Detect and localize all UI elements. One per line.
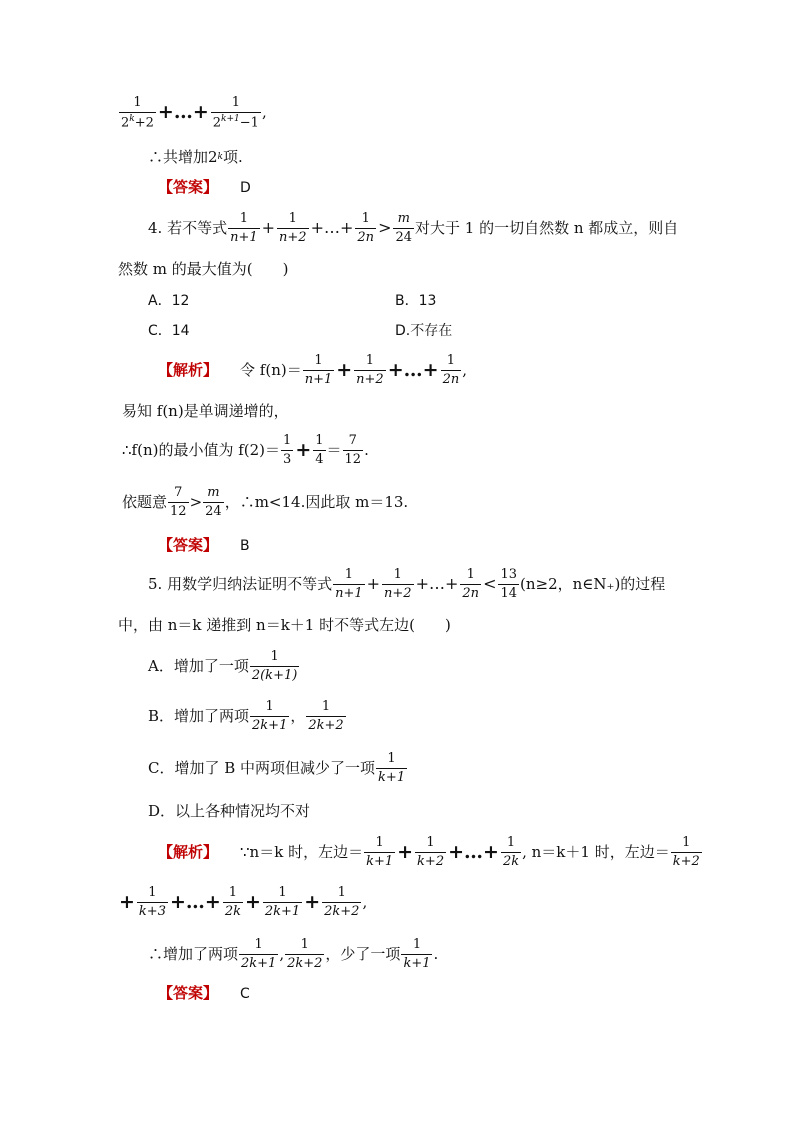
q4-option-a: A．12 — [148, 293, 190, 309]
fraction: $\frac{1}{4}$ — [315, 433, 324, 467]
fraction: 7 12 — [170, 485, 187, 519]
q4-analysis-line4: 依题意 7 12 > m 24 ，∴m<14.因此取 m＝13. — [122, 485, 409, 519]
fraction: 1 n+1 — [230, 211, 258, 245]
fraction: $\frac{1}{2k}$ — [502, 835, 520, 869]
carry-conclusion: ∴共增加2 k 项. — [148, 148, 243, 166]
fraction: $\frac{1}{2k+1}$ — [264, 885, 301, 919]
q5-analysis-line1: 【解析】 ∵n＝k 时，左边＝ 1 k+1 + $\frac{1}{k+2}$ +…+ $\frac{1}{2k}$ , n＝k＋1 时，左边＝ 1 k+2 — [158, 835, 700, 869]
q5-answer — [158, 986, 250, 1001]
fraction: $\frac{1}{n+2}$ — [356, 353, 384, 387]
fraction: 13 14 — [500, 567, 518, 601]
q4-option-d: D.不存在 — [395, 323, 453, 339]
fraction: $\frac{1}{2n}$ — [357, 211, 375, 245]
q4-analysis-line1: 【解析】 令 f(n)＝ 1 n+1 + $\frac{1}{n+2}$ +…+ $\frac{1}{2n}$ , — [158, 353, 467, 387]
fraction: 1 $2^k+2$ — [121, 95, 154, 130]
answer-tag: 【答案】 — [158, 536, 219, 554]
q5-analysis-line2: + $\frac{1}{k+3}$ +…+ $\frac{1}{2k}$ + $\frac{1}{2k+1}$ + $\frac{1}{2k+2}$ , — [119, 885, 368, 919]
fraction: 1 2k+2 — [287, 937, 323, 971]
q4-analysis-line3: ∴f(n)的最小值为 f(2)＝ 1 3 + $\frac{1}{4}$ ＝ 7 12 . — [122, 433, 369, 467]
fraction: $\frac{1}{n+2}$ — [384, 567, 412, 601]
fraction: 1 n+1 — [335, 567, 363, 601]
fraction: 1 2k+1 — [252, 699, 288, 733]
answer-tag: 【答案】 — [158, 178, 219, 196]
fraction: 1 n+1 — [304, 353, 333, 387]
q4-option-b: B．13 — [395, 293, 437, 309]
fraction: $\frac{1}{k+3}$ — [138, 885, 166, 919]
q5-analysis-line3: ∴增加了两项 1 2k+1 , 1 2k+2 ，少了一项 1 k+1 . — [148, 937, 439, 971]
carry-formula-line: 1 $2^k+2$ +…+ $\frac{1}{2^{k+1}-1}$ , — [121, 95, 267, 130]
q4-stem-line1: 4. 若不等式 1 n+1 + $\frac{1}{n+2}$ +…+ $\frac{1}{2n}$ > m 24 对大于 1 的一切自然数 n 都成立，则自 — [148, 211, 679, 245]
fraction: $\frac{1}{k+2}$ — [417, 835, 445, 869]
fraction: 1 k+1 — [366, 835, 394, 869]
fraction: 1 2(k+1) — [251, 649, 298, 683]
q4-option-c: C．14 — [148, 323, 190, 339]
q4-answer — [158, 538, 250, 553]
answer-tag: 【答案】 — [158, 984, 219, 1002]
analysis-tag: 【解析】 — [158, 842, 219, 861]
q4-stem-line2: 然数 m 的最大值为( ) — [118, 260, 289, 278]
answer-value: B — [240, 537, 250, 554]
fraction: m 24 — [395, 211, 413, 245]
fraction: $\frac{1}{2n}$ — [462, 567, 480, 601]
q5-stem-line2: 中，由 n＝k 递推到 n＝k＋1 时不等式左边( ) — [118, 616, 451, 634]
answer-value: D — [240, 179, 251, 196]
q5-option-b: B．增加了两项 1 2k+1 ， 1 2k+2 — [148, 699, 344, 733]
fraction: $\frac{1}{2k+2}$ — [324, 885, 360, 919]
fraction: 1 k+2 — [672, 835, 700, 869]
q4-analysis-line2: 易知 f(n)是单调递增的， — [122, 402, 289, 420]
q5-option-a: A．增加了一项 1 2(k+1) — [148, 649, 298, 683]
fraction: $\frac{1}{2k}$ — [224, 885, 241, 919]
fraction: 1 2k+1 — [241, 937, 277, 971]
q5-option-c: C．增加了 B 中两项但减少了一项 1 k+1 — [148, 751, 406, 785]
q5-stem-line1: 5. 用数学归纳法证明不等式 1 n+1 + $\frac{1}{n+2}$ +…+ $\frac{1}{2n}$ < 13 14 (n≥2，n∈N₊)的过程 — [148, 567, 666, 601]
carry-answer — [158, 180, 251, 195]
fraction: $\frac{1}{n+2}$ — [279, 211, 307, 245]
answer-value: C — [240, 985, 250, 1002]
fraction: 1 3 — [283, 433, 292, 467]
fraction: 1 k+1 — [378, 751, 406, 785]
q5-option-d: D．以上各种情况均不对 — [148, 802, 311, 820]
analysis-tag: 【解析】 — [158, 360, 219, 379]
fraction: 1 k+1 — [403, 937, 431, 971]
fraction: 1 2k+2 — [308, 699, 344, 733]
fraction: $\frac{1}{2^{k+1}-1}$ — [212, 95, 259, 130]
fraction: 7 12 — [344, 433, 362, 467]
fraction: $\frac{1}{2n}$ — [442, 353, 460, 387]
fraction: m 24 — [205, 485, 222, 519]
